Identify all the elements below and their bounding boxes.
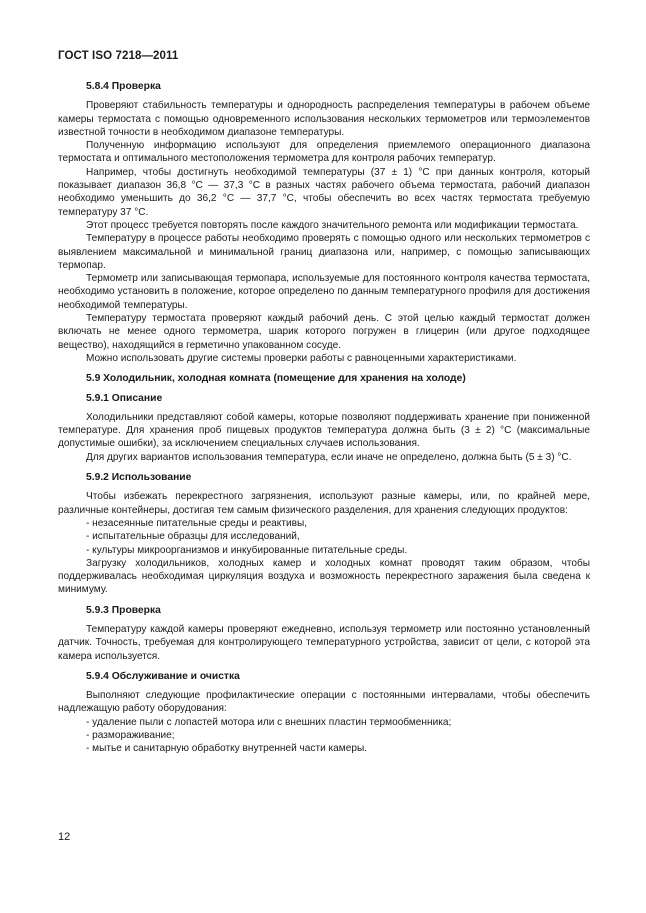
- paragraph: Температуру в процессе работы необходимо проверять с помощью одного или нескольких термометров с выявлением максимальной и минимальной границ диапазона или, например, с помощью записывающих термопар.: [58, 233, 590, 271]
- paragraph: Выполняют следующие профилактические операции с постоянными интервалами, чтобы обеспечить надлежащую работу оборудования:: [58, 690, 590, 715]
- list-item: - культуры микроорганизмов и инкубированные питательные среды.: [86, 544, 408, 556]
- section-heading-5-9-1: 5.9.1 Описание: [86, 392, 163, 404]
- section-heading-5-9: 5.9 Холодильник, холодная комната (помещение для хранения на холоде): [86, 373, 466, 385]
- page-number: 12: [58, 831, 71, 843]
- list-item: - незасеянные питательные среды и реактивы,: [86, 517, 308, 529]
- list-item: - испытательные образцы для исследований,: [86, 531, 300, 543]
- paragraph: Для других вариантов использования температура, если иначе не определено, должна быть (5 ± 3) °С.: [86, 451, 572, 463]
- paragraph: Загрузку холодильников, холодных камер и холодных комнат проводят таким образом, чтобы поддерживалась необходимая циркуляция воздуха и возможность перекрестного заражения была сведена к минимуму.: [58, 557, 590, 596]
- page-content: [58, 80, 590, 756]
- section-heading-5-9-2: 5.9.2 Использование: [86, 472, 192, 484]
- paragraph: Температуру термостата проверяют каждый рабочий день. С этой целью каждый термостат должен включать не менее одного термометра, шарик которого погружен в глицерин (или другое подходящее вещество), находящийся в герметично упакованном сосуде.: [58, 313, 590, 351]
- list-item: - размораживание;: [86, 730, 175, 742]
- paragraph: Этот процесс требуется повторять после каждого значительного ремонта или модификации термостата.: [86, 219, 579, 231]
- paragraph: Холодильники представляют собой камеры, которые позволяют поддерживать хранение при пониженной температуре. Для хранения проб пищевых продуктов температура должна быть (3 ± 2) °С (максимальные допустимые ошибки), за исключением специальных случаев использования.: [58, 411, 590, 450]
- paragraph: Например, чтобы достигнуть необходимой температуры (37 ± 1) °С при данных контроля, который показывает диапазон 36,8 °С — 37,3 °С в разных частях рабочего объема термостата, рабочий диапазон необходимо уменьшить до 36,2 °С — 37,7 °С, чтобы обеспечить во всех частях термостата требуемую температуру 37 °С.: [58, 166, 590, 218]
- paragraph: Проверяют стабильность температуры и однородность распределения температуры в рабочем объеме камеры термостата с помощью одновременного использования нескольких термометров или термоэлементов известной точности в необходимом диапазоне температуры.: [58, 100, 590, 138]
- paragraph: Термометр или записывающая термопара, используемые для постоянного контроля качества термостата, необходимо установить в положение, которое определено по данным температурного профиля для достижения необходимой температуры.: [58, 273, 590, 311]
- document-header: ГОСТ ISO 7218—2011: [58, 50, 179, 62]
- paragraph: Полученную информацию используют для определения приемлемого операционного диапазона термостата и оптимального местоположения термометра для контроля рабочих температур.: [58, 140, 590, 165]
- maintenance-list: [58, 716, 590, 756]
- section-heading-5-8-4: 5.8.4 Проверка: [86, 81, 161, 92]
- paragraph: Температуру каждой камеры проверяют ежедневно, используя термометр или постоянно установленный датчик. Точность, требуемая для контролирующего температурного устройства, зависит от цели, с которой эта камера используется.: [58, 623, 590, 662]
- paragraph: Можно использовать другие системы проверки работы с равноценными характеристиками.: [86, 352, 517, 364]
- list-item: - мытье и санитарную обработку внутренней части камеры.: [86, 743, 368, 755]
- section-heading-5-9-4: 5.9.4 Обслуживание и очистка: [86, 670, 240, 682]
- paragraph: Чтобы избежать перекрестного загрязнения, используют разные камеры, или, по крайней мере, различные контейнеры, достигая тем самым физического разделения, для хранения следующих продуктов:: [58, 491, 590, 516]
- storage-list: [58, 517, 590, 557]
- section-heading-5-9-3: 5.9.3 Проверка: [86, 604, 161, 616]
- list-item: - удаление пыли с лопастей мотора или с внешних пластин термообменника;: [86, 716, 452, 728]
